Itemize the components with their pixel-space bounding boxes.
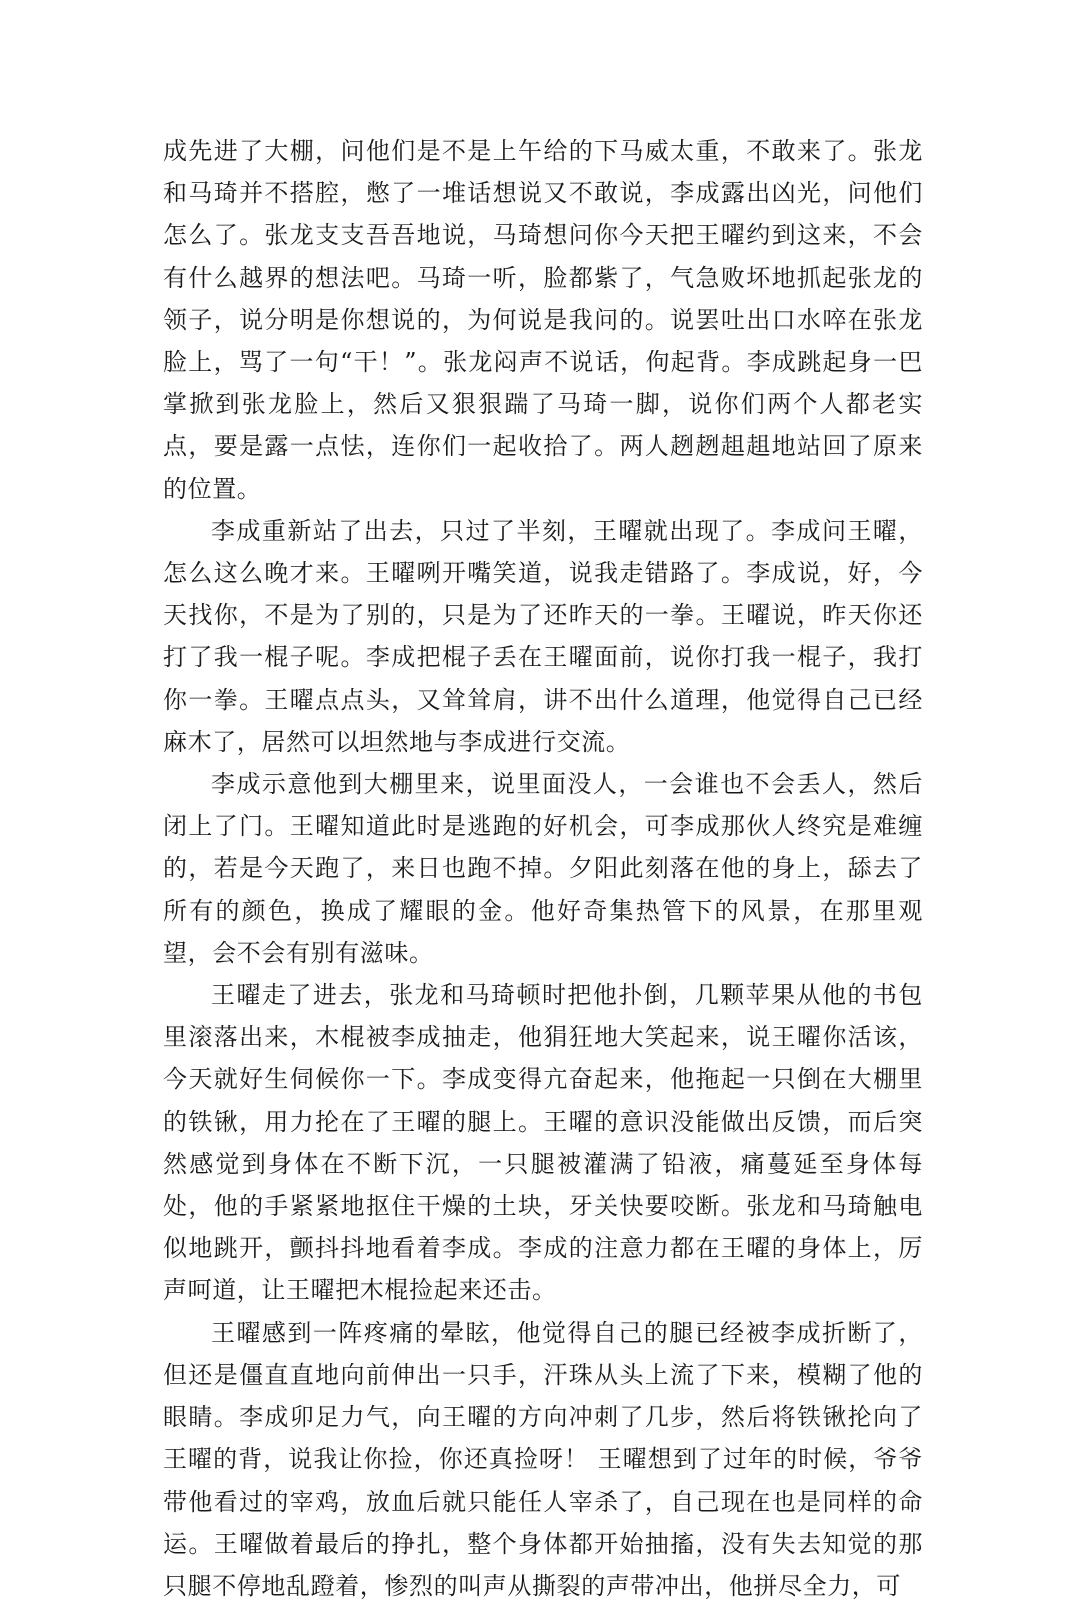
paragraph-4: 王曜走了进去，张龙和马琦顿时把他扑倒，几颗苹果从他的书包里滚落出来，木棍被李成抽走，他狷狂地大笑起来，说王曜你活该，今天就好生伺候你一下。李成变得亢奋起来，他拖起一只倒在大棚里的铁锹，用力抡在了王曜的腿上。王曜的意识没能做出反馈，而后突然感觉到身体在不断下沉，一只腿被灌满了铅液，痛蔓延至身体每处，他的手紧紧地抠住干燥的土块，牙关快要咬断。张龙和马琦触电似地跳开，颤抖抖地看着李成。李成的注意力都在王曜的身体上，厉声呵道，让王曜把木棍捡起来还击。 xyxy=(163,981,923,1305)
paragraph-1: 成先进了大棚，问他们是不是上午给的下马威太重，不敢来了。张龙和马琦并不搭腔，憋了一堆话想说又不敢说，李成露出凶光，问他们怎么了。张龙支支吾吾地说，马琦想问你今天把王曜约到这来，不会有什么越界的想法吧。马琦一听，脸都紫了，气急败坏地抓起张龙的领子，说分明是你想说的，为何说是我问的。说罢吐出口水啐在张龙脸上，骂了一句“干！”。张龙闷声不说话，佝起背。李成跳起身一巴掌掀到张龙脸上，然后又狠狠踹了马琦一脚，说你们两个人都老实点，要是露一点怯，连你们一起收拾了。两人趔趔趄趄地站回了原来的位置。 xyxy=(163,137,923,503)
paragraph-2: 李成重新站了出去，只过了半刻，王曜就出现了。李成问王曜，怎么这么晚才来。王曜咧开嘴笑道，说我走错路了。李成说，好，今天找你，不是为了别的，只是为了还昨天的一拳。王曜说，昨天你还打了我一棍子呢。李成把棍子丢在王曜面前，说你打我一棍子，我打你一拳。王曜点点头，又耸耸肩，讲不出什么道理，他觉得自己已经麻木了，居然可以坦然地与李成进行交流。 xyxy=(163,516,923,756)
body-text xyxy=(163,130,923,1607)
paragraph-3: 李成示意他到大棚里来，说里面没人，一会谁也不会丢人，然后闭上了门。王曜知道此时是逃跑的好机会，可李成那伙人终究是难缠的，若是今天跑了，来日也跑不掉。夕阳此刻落在他的身上，舔去了所有的颜色，换成了耀眼的金。他好奇集热管下的风景，在那里观望，会不会有别有滋味。 xyxy=(163,770,923,967)
paragraph-5: 王曜感到一阵疼痛的晕眩，他觉得自己的腿已经被李成折断了，但还是僵直直地向前伸出一只手，汗珠从头上流了下来，模糊了他的眼睛。李成卯足力气，向王曜的方向冲刺了几步，然后将铁锹抡向了王曜的背，说我让你捡，你还真捡呀！ 王曜想到了过年的时候，爷爷带他看过的宰鸡，放血后就只能任人宰杀了，自己现在也是同样的命运。王曜做着最后的挣扎，整个身体都开始抽搐，没有失去知觉的那只腿不停地乱蹬着，惨烈的叫声从撕裂的声带冲出，他拼尽全力，可 xyxy=(163,1318,923,1600)
